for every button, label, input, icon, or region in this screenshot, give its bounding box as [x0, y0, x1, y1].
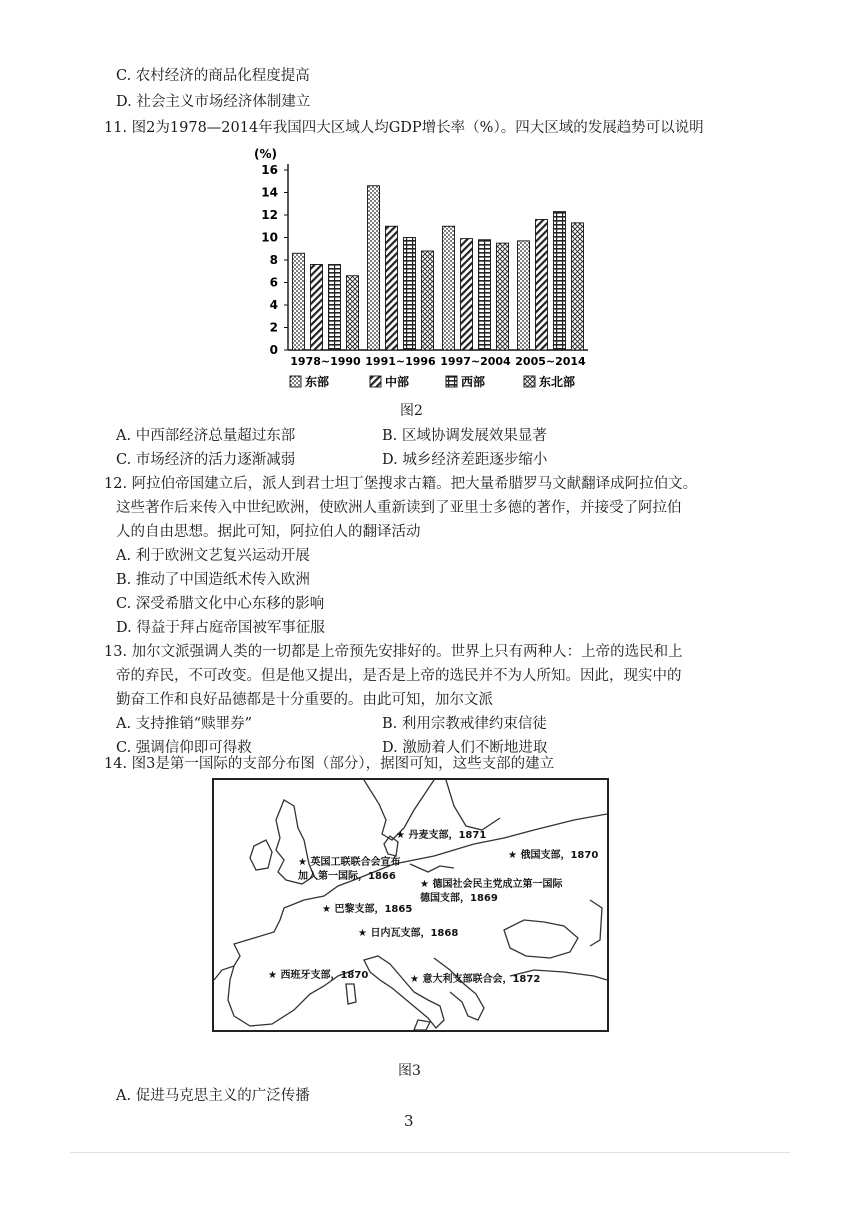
bar [293, 253, 305, 350]
y-tick-label: 12 [261, 208, 278, 222]
star-icon: ★ [322, 904, 331, 915]
bar [443, 226, 455, 350]
bar [347, 276, 359, 350]
bar [386, 226, 398, 350]
legend-swatch [524, 376, 535, 387]
legend-label: 西部 [461, 375, 486, 389]
bar [497, 243, 509, 350]
map-label-paris [322, 900, 412, 915]
bar [461, 239, 473, 350]
bar [329, 265, 341, 351]
q12-option-c[interactable]: C. 深受希腊文化中心东移的影响 [116, 596, 325, 612]
q13-option-a[interactable]: A. 支持推销“赎罪券” [116, 716, 253, 732]
q11-option-d[interactable]: D. 城乡经济差距逐步缩小 [382, 452, 548, 468]
x-tick-label: 1978~1990 [290, 355, 361, 368]
bar [479, 240, 491, 350]
star-icon: ★ [358, 928, 367, 939]
q12-option-a[interactable]: A. 利于欧洲文艺复兴运动开展 [116, 548, 310, 564]
map-label-russia [508, 846, 598, 861]
star-icon: ★ [396, 830, 405, 841]
bar [518, 241, 530, 350]
map-label-italy [410, 970, 540, 985]
q11-option-c[interactable]: C. 市场经济的活力逐渐减弱 [116, 452, 296, 468]
y-tick-label: 8 [269, 253, 278, 267]
map-label-text: 俄国支部，1870 [520, 850, 599, 861]
figure-2-caption: 图2 [400, 403, 423, 419]
x-tick-label: 1997~2004 [440, 355, 511, 368]
first-international-branch-map [212, 778, 609, 1032]
q10-option-d[interactable]: D. 社会主义市场经济体制建立 [116, 94, 311, 110]
map-label-text: 德国社会民主党成立第一国际德国支部，1869 [420, 879, 563, 904]
q11-option-a[interactable]: A. 中西部经济总量超过东部 [116, 428, 296, 444]
legend-label: 东部 [305, 375, 330, 389]
x-tick-label: 2005~2014 [515, 355, 586, 368]
star-icon: ★ [268, 970, 277, 981]
q10-option-c[interactable]: C. 农村经济的商品化程度提高 [116, 68, 310, 84]
y-tick-label: 4 [269, 298, 278, 312]
y-tick-label: 10 [261, 230, 278, 245]
map-label-britain [298, 856, 408, 884]
bar [311, 265, 323, 351]
y-tick-label: 16 [261, 163, 278, 177]
map-label-text: 丹麦支部，1871 [408, 830, 487, 841]
y-axis-label: (%) [254, 147, 277, 161]
star-icon: ★ [420, 879, 429, 890]
map-label-text: 巴黎支部，1865 [334, 904, 413, 915]
star-icon: ★ [298, 857, 307, 868]
q12-stem-line-3: 人的自由思想。据此可知，阿拉伯人的翻译活动 [116, 524, 421, 540]
q12-stem-line-2: 这些著作后来传入中世纪欧洲，使欧洲人重新读到了亚里士多德的著作，并接受了阿拉伯 [116, 500, 682, 516]
bar [404, 238, 416, 351]
q12-option-d[interactable]: D. 得益于拜占庭帝国被军事征服 [116, 620, 325, 636]
bar [422, 251, 434, 350]
map-label-denmark [396, 826, 486, 841]
y-tick-label: 2 [269, 320, 278, 335]
q14-stem: 14. 图3是第一国际的支部分布图（部分），据图可知，这些支部的建立 [104, 756, 555, 772]
y-tick-label: 6 [269, 275, 278, 290]
bar [554, 212, 566, 350]
bar [536, 220, 548, 351]
x-tick-label: 1991~1996 [365, 355, 436, 368]
star-icon: ★ [410, 974, 419, 985]
star-icon: ★ [508, 850, 517, 861]
bar [572, 223, 584, 350]
q13-option-c[interactable]: C. 强调信仰即可得救 [116, 740, 252, 756]
q13-stem-line-2: 帝的弃民，不可改变。但是他又提出，是否是上帝的选民并不为人所知。因此，现实中的 [116, 668, 682, 684]
bar-chart [250, 144, 600, 392]
legend-label: 中部 [385, 375, 410, 389]
figure-3-caption: 图3 [398, 1063, 421, 1079]
q12-option-b[interactable]: B. 推动了中国造纸术传入欧洲 [116, 572, 310, 588]
map-label-geneva [358, 924, 458, 939]
legend-label: 东北部 [539, 375, 576, 389]
map-label-text: 西班牙支部，1870 [280, 970, 369, 981]
footer-rule [70, 1152, 790, 1153]
y-tick-label: 0 [269, 343, 278, 357]
map-label-spain [268, 966, 368, 981]
bar [368, 186, 380, 350]
y-tick-label: 14 [261, 185, 278, 200]
legend-swatch [446, 376, 457, 387]
legend-swatch [370, 376, 381, 387]
map-label-text: 意大利支部联合会，1872 [422, 974, 541, 985]
q13-stem-line-1: 13. 加尔文派强调人类的一切都是上帝预先安排好的。世界上只有两种人：上帝的选民和上 [104, 644, 683, 660]
map-label-text: 日内瓦支部，1868 [370, 928, 459, 939]
legend-swatch [290, 376, 301, 387]
q11-option-b[interactable]: B. 区域协调发展效果显著 [382, 428, 547, 444]
q13-stem-line-3: 勤奋工作和良好品德都是十分重要的。由此可知，加尔文派 [116, 692, 493, 708]
q13-option-d[interactable]: D. 激励着人们不断地进取 [382, 740, 548, 756]
q14-option-a[interactable]: A. 促进马克思主义的广泛传播 [116, 1088, 310, 1104]
q11-stem: 11. 图2为1978—2014年我国四大区域人均GDP增长率（%）。四大区域的发展趋势可以说明 [104, 120, 704, 136]
q13-option-b[interactable]: B. 利用宗教戒律约束信徒 [382, 716, 547, 732]
q12-stem-line-1: 12. 阿拉伯帝国建立后，派人到君士坦丁堡搜求古籍。把大量希腊罗马文献翻译成阿拉伯文。 [104, 476, 698, 492]
map-label-text: 英国工联联合会宣布加入第一国际，1866 [298, 857, 401, 882]
map-label-germany [420, 878, 570, 906]
page-number: 3 [404, 1112, 414, 1130]
